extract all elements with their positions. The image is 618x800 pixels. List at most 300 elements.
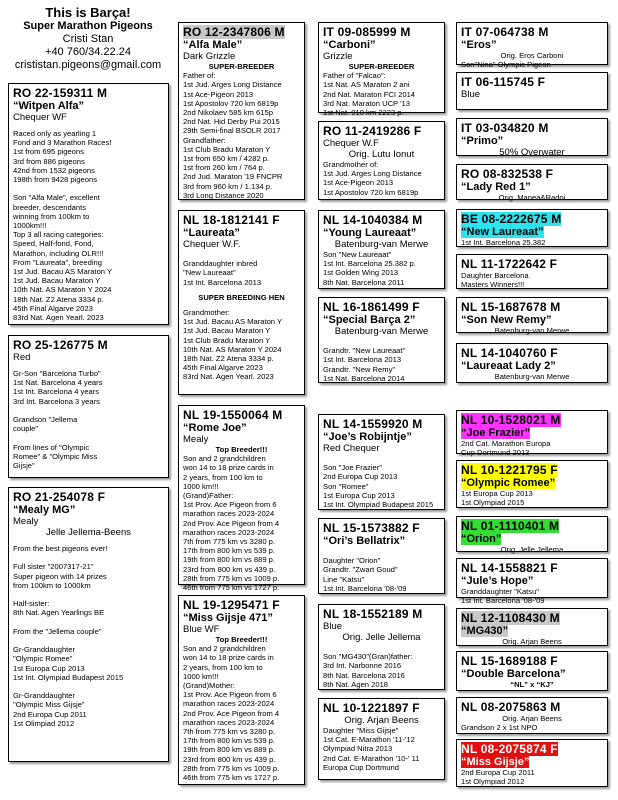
pigeon-color: Grizzle — [323, 51, 353, 62]
pigeon-card-r — [8, 335, 169, 478]
ring-number: NL 14-1040760 F — [461, 346, 558, 360]
pigeon-origin: Jelle Jellema-Beens — [45, 527, 131, 538]
note-line — [13, 682, 164, 691]
pigeon-name: “Primo” — [461, 135, 504, 147]
ring-number: NL 16-1861499 F — [323, 300, 420, 314]
ring-number: NL 10-1221795 F — [461, 463, 558, 477]
note-line: Gijsje" — [13, 461, 35, 471]
note-line: 28th from 775 km vs 1009 p. — [183, 573, 280, 583]
pigeon-card-new-laureaat — [456, 209, 608, 247]
breeder-tag: SUPER-BREEDER — [348, 62, 415, 71]
note-line: from 100km to 1000km — [13, 580, 91, 590]
note-line: 2nd Europa Cup 2011 — [13, 709, 87, 719]
ring-number: NL 15-1687678 M — [461, 300, 561, 314]
note-line: 2nd Nikolaev 585 km 615p — [183, 108, 273, 118]
note-line: 1st Europa Cup 2013 — [13, 663, 85, 673]
note-line: Grandtr. "New Remy" — [323, 364, 396, 374]
pigeon-origin: Orig. Arjan Beens — [502, 637, 562, 646]
pigeon-card-joes-robijntje — [318, 414, 445, 510]
pigeon-notes — [13, 544, 164, 728]
pigeon-card-son-new-remy — [456, 297, 608, 333]
ring-number: NL 14-1558821 F — [461, 561, 558, 575]
note-line: From the best pigeons ever! — [13, 544, 108, 553]
note-line: 17th from 800 km vs 539 p. — [183, 546, 276, 556]
pigeon-origin: Batenburg-van Merwe — [494, 372, 570, 381]
note-line: 1000 km!!! — [183, 671, 219, 681]
note-line: 1st Int. Barcelona 2013 — [323, 355, 402, 365]
note-line: 23rd from 800 km vs 439 p. — [183, 754, 276, 764]
note-line: 1st from 650 km / 4282 p. — [183, 154, 270, 164]
note-line: 19th from 800 km vs 889 p. — [183, 555, 276, 565]
pigeon-origin: Orig. Eros Carboni — [500, 51, 564, 60]
ring-number: NL 18-1552189 M — [323, 607, 423, 621]
note-line — [13, 590, 164, 599]
note-line: 2 years, from 100 km to — [183, 662, 263, 672]
ring-number: RO 12-2347806 M — [183, 25, 285, 39]
note-line: 8th Nat. Agen 2018 — [323, 679, 389, 689]
ring-number: RO 11-2419286 F — [323, 124, 422, 138]
pigeon-notes — [183, 250, 300, 287]
pigeon-note: “NL” x “KJ” — [510, 680, 554, 689]
note-line: 3rd Long Distance 2020 — [183, 190, 264, 200]
note-line: Gr-Granddaughter — [13, 691, 76, 701]
note-line: 1st Ace-Pigeon 2013 — [323, 178, 394, 188]
note-line — [323, 643, 440, 652]
note-line: marathon races 2023-2024 — [183, 699, 275, 709]
note-line: Son "MG430"(Gran)father: — [323, 652, 413, 662]
pigeon-card-rome-joe — [178, 405, 305, 593]
pigeon-origin: Batenburg-van Merwe — [334, 326, 429, 337]
pigeon-card-olympic-romee — [456, 460, 608, 508]
pigeon-card-joe-frazier — [456, 410, 608, 458]
note-line: Grandson "Jellema — [13, 415, 78, 425]
note-line: 2nd Prov. Ace Pigeon from 4 — [183, 708, 280, 718]
note-line — [13, 406, 164, 415]
pigeon-name: “Double Barcelona” — [461, 668, 566, 680]
note-line: 1st Club Bradu Maraton Y — [183, 335, 271, 345]
note-line: 1st Olimpiad 2012 — [13, 718, 75, 728]
pigeon-origin: Orig. Jelle Jellema — [342, 632, 421, 643]
note-line: 1st Ace-Pigeon 2013 — [183, 89, 254, 99]
note-line: 1st Nat. Barcelona 4 years — [13, 378, 103, 388]
pigeon-notes — [323, 337, 440, 383]
note-line: Gr-Son "Barcelona Turbo" — [13, 369, 101, 378]
pigeon-name: “Miss Gijsje” — [461, 756, 530, 768]
note-line: 28th from 775 km vs 1009 p. — [183, 763, 280, 773]
pigeon-color: Blue WF — [183, 624, 220, 635]
pigeon-card-jules-hope — [456, 558, 608, 606]
pigeon-card-laureaat-lady-2 — [456, 343, 608, 383]
breeder-tag: Top Breeder!!! — [215, 635, 268, 644]
note-line: Daughter "Miss Gijsje" — [323, 726, 399, 735]
note-line: 7th from 775 km vs 3280 p. — [183, 537, 276, 547]
note-line: 3rd Nat. Maraton UCP '13 — [323, 98, 410, 108]
pigeon-card-special-barca-2 — [318, 297, 445, 383]
note-line: 1st Int. Olympiad Budapest 2015 — [13, 672, 124, 682]
pigeon-note: Grandson 2 x 1st NPO — [461, 723, 538, 733]
pigeon-notes — [323, 71, 440, 117]
ring-number: NL 12-1108430 M — [461, 611, 560, 625]
pigeon-name: “Ori’s Bellatrix” — [323, 535, 406, 547]
note-line: 1st Nat. AS Maraton 2 ani — [323, 80, 410, 90]
pigeon-color: Mealy — [183, 434, 209, 445]
note-line: 1st Prov. Ace Pigeon from 6 — [183, 500, 277, 510]
ring-number: NL 14-1040384 M — [323, 213, 423, 227]
pigeon-color: Chequer W.F. — [183, 239, 241, 250]
pigeon-card-nl10-f — [318, 698, 445, 780]
ring-number: NL 15-1573882 F — [323, 521, 420, 535]
note-line: 1st Cat. E-Marathon '11-'12 — [323, 735, 415, 745]
pigeon-name: “Young Laureaat” — [323, 227, 417, 239]
breeder-email[interactable]: crististan.pigeons@gmail.com — [14, 59, 162, 71]
note-line: Top 3 all racing categories: — [13, 230, 104, 240]
pigeon-notes — [323, 250, 440, 287]
pigeon-notes — [461, 439, 603, 457]
ring-number: NL 10-1221897 F — [323, 701, 420, 715]
breeder-tag: Top Breeder!!! — [215, 445, 268, 454]
breeder-name: Cristi Stan — [62, 33, 114, 45]
note-line: 10th Nat. AS Maraton Y 2024 — [183, 344, 282, 354]
pigeon-color: Mealy — [13, 516, 39, 527]
ring-number: IT 09-085999 M — [323, 25, 411, 39]
note-line: 1st Apostolov 720 km 6819p — [183, 98, 279, 108]
page-title: This is Barça! — [45, 5, 131, 20]
pigeon-origin: Orig. Manea&Radoi — [498, 193, 566, 202]
note-line: Grandmother: — [183, 308, 230, 318]
note-line: 1st Int. Olympiad Budapest 2015 — [323, 500, 434, 510]
pigeon-card-main — [8, 83, 169, 325]
pigeon-color: Chequer W.F — [323, 138, 379, 149]
pigeon-color: Red Chequer — [323, 443, 380, 454]
ring-number: NL 11-1722642 F — [461, 257, 558, 271]
note-line: 18th Nat. Z2 Atena 3334 p. — [13, 294, 104, 304]
pigeon-card-miss-gijsje-471 — [178, 595, 305, 785]
ring-number: RO 22-159311 M — [13, 86, 108, 100]
ring-number: RO 25-126775 M — [13, 338, 108, 352]
note-line: (Grand)Mother: — [183, 681, 235, 691]
note-line: "Olympic Romee" — [13, 654, 73, 664]
note-line: 2nd Cat. E-Marathon '10-' 11 — [323, 753, 420, 763]
pigeon-name: “Joe Frazier” — [461, 427, 531, 439]
note-line: From the "Jellema couple" — [13, 626, 102, 636]
pigeon-name: “Laureaat Lady 2” — [461, 360, 556, 372]
note-line: 1st Olympiad 2012 — [461, 777, 525, 787]
pigeon-notes — [323, 643, 440, 689]
note-line: 3rd from 886 pigeons — [13, 156, 85, 166]
note-line: 3rd from 960 km / 1.134 p. — [183, 181, 273, 191]
note-line: Gr-Granddaughter — [13, 645, 76, 655]
pigeon-notes — [461, 587, 603, 605]
note-line: 2nd Prov. Ace Pigeon from 4 — [183, 518, 280, 528]
note-line: Father of: — [183, 71, 216, 81]
pigeon-notes — [323, 547, 440, 593]
pigeon-card-orion — [456, 516, 608, 552]
ring-number: NL 08-2075863 M — [461, 700, 561, 714]
note-line: 2nd Europa Cup 2011 — [461, 768, 535, 777]
note-line: 1st Jud. Bacau AS Maraton Y — [13, 267, 113, 277]
pigeon-name: “Miss Gijsje 471” — [183, 612, 273, 624]
pigeon-notes — [183, 454, 300, 592]
note-line: Grandtr. "Zwart Goud" — [323, 565, 398, 575]
ring-number: RO 08-832538 F — [461, 167, 554, 181]
note-line: Line "Katsu" — [323, 574, 365, 584]
pigeon-notes — [461, 489, 603, 507]
note-line: 2nd Nat. Maraton FCI 2014 — [323, 89, 416, 99]
ring-number: NL 14-1559920 M — [323, 417, 423, 431]
breeder-phone: +40 760/34.22.24 — [45, 46, 131, 58]
pigeon-note: 1st Int. Barcelona 25.382 — [461, 238, 546, 247]
note-line: 46th from 775 km vs 1727 p. — [183, 583, 280, 593]
pigeon-name: “Witpen Alfa” — [13, 100, 84, 112]
note-line: couple" — [13, 424, 39, 434]
note-line: 1st Golden Wing 2013 — [323, 268, 399, 278]
pedigree-header — [8, 6, 168, 72]
pigeon-card-laureata — [178, 210, 305, 395]
note-line: 2nd Jud. Maraton '19 FNCPR — [183, 172, 283, 182]
note-line: Europa Cup Dortmund — [323, 762, 399, 772]
pigeon-origin: Orig. Arjan Beens — [344, 715, 419, 726]
ring-number: NL 19-1295471 F — [183, 598, 280, 612]
note-line: 2nd Nat. Hid Derby Pui 2015 — [183, 117, 280, 127]
pigeon-notes — [13, 129, 164, 322]
pigeon-name: “Olympic Romee” — [461, 477, 556, 489]
note-line: Daughter Barcelona — [461, 271, 529, 280]
pigeon-notes — [461, 768, 603, 786]
pigeon-name: “MG430” — [461, 625, 509, 637]
note-line: marathon races 2023-2024 — [183, 717, 275, 727]
note-line: Speed, Half-fond, Fond, — [13, 239, 94, 249]
ring-number: NL 15-1689188 F — [461, 654, 558, 668]
note-line: 198th from 9428 pigeons — [13, 175, 98, 185]
note-line: From "Laureata", breeding — [13, 257, 102, 267]
note-line: 1st Nat. 910 km 2223 p. — [323, 108, 404, 118]
note-line: 1st Int. Barcelona '08-'09 — [461, 596, 545, 606]
pigeon-color: Dark Grizzle — [183, 51, 236, 62]
pigeon-card-young-laureaat — [318, 210, 445, 289]
note-line: 2nd Cat. Marathon Europa — [461, 439, 551, 448]
note-line: 17th from 800 km vs 539 p. — [183, 736, 276, 746]
pigeon-card-lady-red — [456, 164, 608, 200]
note-line: 1st Jud. Bacau Maraton Y — [183, 326, 271, 336]
note-line: won 14 to 18 prize cards in — [183, 653, 274, 663]
pigeon-notes — [183, 644, 300, 782]
pigeon-card-mg430 — [456, 608, 608, 646]
pigeon-notes — [13, 369, 164, 470]
note-line: Son "Joe Frazier" — [323, 463, 382, 473]
note-line: breeder, descendants — [13, 202, 87, 212]
pigeon-name: “New Laureaat” — [461, 226, 544, 238]
note-line: 1st Int. Barcelona 2013 — [183, 277, 262, 287]
note-line: Granddaughter "Katsu" — [461, 587, 540, 596]
note-line: 46th from 775 km vs 1727 p. — [183, 773, 280, 783]
note-line: 1st from 260 km / 764 p. — [183, 163, 265, 173]
note-line: 3rd Int. Barcelona 3 years — [13, 396, 100, 406]
pigeon-card-it06 — [456, 72, 608, 110]
note-line: Son "Alfa Male", excellent — [13, 193, 100, 203]
pigeon-color: Blue — [323, 621, 343, 632]
note-line: 19th from 800 km vs 889 p. — [183, 745, 276, 755]
note-line: Half-sister: — [13, 599, 50, 609]
note-line: 1st Int. Barcelona '08-'09 — [323, 583, 407, 593]
note-line — [13, 433, 164, 442]
pigeon-notes — [323, 454, 440, 509]
note-line: winning from 100km to — [13, 211, 90, 221]
note-line — [183, 250, 300, 259]
pigeon-name: “Orion” — [461, 533, 502, 545]
note-line: 29th Semi-final BSOLR 2017 — [183, 126, 281, 136]
note-line — [13, 618, 164, 627]
note-line — [323, 454, 440, 463]
pigeon-notes — [183, 71, 300, 200]
note-line: 42nd from 1532 pigeons — [13, 165, 95, 175]
pigeon-notes-2 — [183, 308, 300, 382]
breeder-tag: SUPER-BREEDER — [208, 62, 275, 71]
pigeon-name: “Joe’s Robijntje” — [323, 431, 412, 443]
pigeon-note: Son"Nina" Olympic Pigeon — [461, 60, 551, 70]
ring-number: IT 06-115745 F — [461, 75, 546, 89]
ring-number: NL 18-1812141 F — [183, 213, 280, 227]
note-line: Masters Winners!!! — [461, 280, 525, 290]
pigeon-card-ro11 — [318, 121, 445, 200]
note-line: Olympiad Nitra 2013 — [323, 744, 393, 754]
pigeon-card-oris-bellatrix — [318, 518, 445, 594]
note-line: Granddaughter inbred — [183, 259, 258, 269]
note-line: Son "New Laureaat" — [323, 250, 392, 259]
ring-number: IT 03-034820 M — [461, 121, 549, 135]
note-line: Father of "Falcao": — [323, 71, 386, 81]
note-line: "Olympic Miss Gijsje" — [13, 700, 85, 710]
ring-number: BE 08-2222675 M — [461, 212, 562, 226]
note-line: Grandfather: — [183, 135, 226, 145]
note-line — [323, 547, 440, 556]
pigeon-origin: Orig. Arjan Beens — [502, 714, 562, 723]
note-line: Daughter "Orion" — [323, 556, 381, 566]
note-line: Grandmother of: — [323, 160, 379, 169]
pigeon-notes — [323, 160, 440, 197]
breeder-tag: SUPER BREEDING HEN — [198, 292, 285, 302]
note-line: won 14 to 18 prize cards in — [183, 463, 274, 473]
note-line: Marathon, including OLR!!! — [13, 248, 104, 258]
pigeon-color: Red — [13, 352, 31, 363]
note-line: Cup Dortmund 2013 — [461, 448, 530, 458]
note-line: Full sister "2007317-21" — [13, 562, 94, 572]
note-line: 3rd Int. Narbonne 2016 — [323, 661, 402, 671]
note-line: 7th from 775 km vs 3280 p. — [183, 727, 276, 737]
note-line: 1st from 695 pigeons — [13, 147, 84, 157]
note-line: 1st Jud. Bacau Maraton Y — [13, 276, 101, 286]
note-line: 2nd Europa Cup 2013 — [323, 472, 398, 482]
pigeon-origin: Batenburg-van Merwe — [494, 326, 570, 335]
pigeon-name: “Alfa Male” — [183, 39, 243, 51]
pigeon-name: “Special Barça 2” — [323, 314, 416, 326]
note-line: 1st Club Bradu Maraton Y — [183, 144, 271, 154]
pigeon-color: Blue — [461, 89, 481, 100]
pigeon-name: “Rome Joe” — [183, 422, 247, 434]
pigeon-card-mealy-mg — [8, 487, 169, 762]
note-line: 2 years, from 100 km to — [183, 472, 263, 482]
note-line — [13, 636, 164, 645]
ring-number: NL 08-2075874 F — [461, 742, 558, 756]
pigeon-color: Chequer WF — [13, 112, 67, 123]
note-line: 45th Final Algarve 2023 — [13, 303, 93, 313]
note-line: (Grand)Father: — [183, 491, 234, 501]
note-line: Son "Romee" — [323, 481, 369, 491]
note-line: Fond and 3 Marathon Races! — [13, 138, 112, 148]
pigeon-name: “Laureata” — [183, 227, 240, 239]
note-line: 23rd from 800 km vs 439 p. — [183, 564, 276, 574]
note-line: 18th Nat. Z2 Atena 3334 p. — [183, 354, 274, 364]
note-line: 1st Jud. Arges Long Distance — [323, 169, 422, 179]
pigeon-card-nl18 — [318, 604, 445, 690]
note-line: 1st Int. Barcelona 4 years — [13, 387, 100, 397]
pigeon-card-eros — [456, 22, 608, 70]
note-line: 1st Jud. Arges Long Distance — [183, 80, 282, 90]
pigeon-origin: Orig. Lutu Ionut — [348, 149, 415, 160]
note-line: marathon races 2023-2024 — [183, 509, 275, 519]
pigeon-origin: Batenburg-van Merwe — [334, 239, 429, 250]
pigeon-card-primo — [456, 118, 608, 156]
note-line: Raced only as yearling 1 — [13, 129, 97, 138]
note-line: 8th Nat. Barcelona 2016 — [323, 670, 405, 680]
note-line: 83rd Nat. Agen Yearl. 2023 — [183, 372, 274, 382]
pigeon-name: “Carboni” — [323, 39, 376, 51]
note-line: Grandtr. "New Laureaat" — [323, 346, 406, 356]
note-line: 45th Final Algarve 2023 — [183, 363, 263, 373]
note-line: 8th Nat. Barcelona 2011 — [323, 277, 405, 287]
pigeon-origin: Orig. Jelle Jellema — [500, 545, 564, 554]
pigeon-card-miss-gijsje — [456, 739, 608, 787]
pigeon-notes — [461, 271, 603, 289]
note-line: Son and 2 grandchildren — [183, 644, 266, 654]
note-line: 10th Nat. AS Maraton Y 2024 — [13, 285, 112, 295]
pigeon-card-carboni — [318, 22, 445, 118]
pigeon-card-nl08-m — [456, 697, 608, 734]
note-line: From lines of "Olympic — [13, 442, 90, 452]
note-line: 8th Nat. Agen Yearlings BE — [13, 608, 105, 618]
note-line — [13, 553, 164, 562]
ring-number: NL 01-1110401 M — [461, 519, 560, 533]
pigeon-notes — [323, 726, 440, 772]
note-line: 83rd Nat. Agen Yearl. 2023 — [13, 313, 104, 323]
pigeon-card-alfa-male — [178, 22, 305, 200]
note-line: 1st Prov. Ace Pigeon from 6 — [183, 690, 277, 700]
note-line: 1st Europa Cup 2013 — [323, 490, 395, 500]
ring-number: NL 10-1528021 M — [461, 413, 561, 427]
ring-number: IT 07-064738 M — [461, 25, 549, 39]
note-line: Super pigeon with 14 prizes — [13, 571, 107, 581]
ring-number: RO 21-254078 F — [13, 490, 106, 504]
pigeon-note: 50% Overwater — [499, 147, 565, 158]
note-line: 1st Jud. Bacau AS Maraton Y — [183, 317, 283, 327]
pigeon-name: “Jule’s Hope” — [461, 575, 534, 587]
pigeon-card-double-barcelona — [456, 651, 608, 691]
pigeon-name: “Lady Red 1” — [461, 181, 531, 193]
pigeon-name: “Eros” — [461, 39, 497, 51]
note-line: 1000km!!! — [13, 221, 47, 231]
note-line: 1st Int. Barcelona 25.382 p. — [323, 259, 416, 269]
note-line: 1st Olympiad 2015 — [461, 498, 525, 508]
pigeon-name: “Mealy MG” — [13, 504, 76, 516]
note-line: Son and 2 grandchildren — [183, 454, 266, 464]
note-line: 1st Apostolov 720 km 6819p — [323, 187, 419, 197]
pigeon-name: “Son New Remy” — [461, 314, 552, 326]
note-line: marathon races 2023-2024 — [183, 527, 275, 537]
note-line: 1st Europa Cup 2013 — [461, 489, 533, 498]
ring-number: NL 19-1550064 M — [183, 408, 283, 422]
note-line: 1000 km!!! — [183, 481, 219, 491]
note-line: 1st Nat. Barcelona 2014 — [323, 373, 405, 383]
note-line — [323, 337, 440, 346]
